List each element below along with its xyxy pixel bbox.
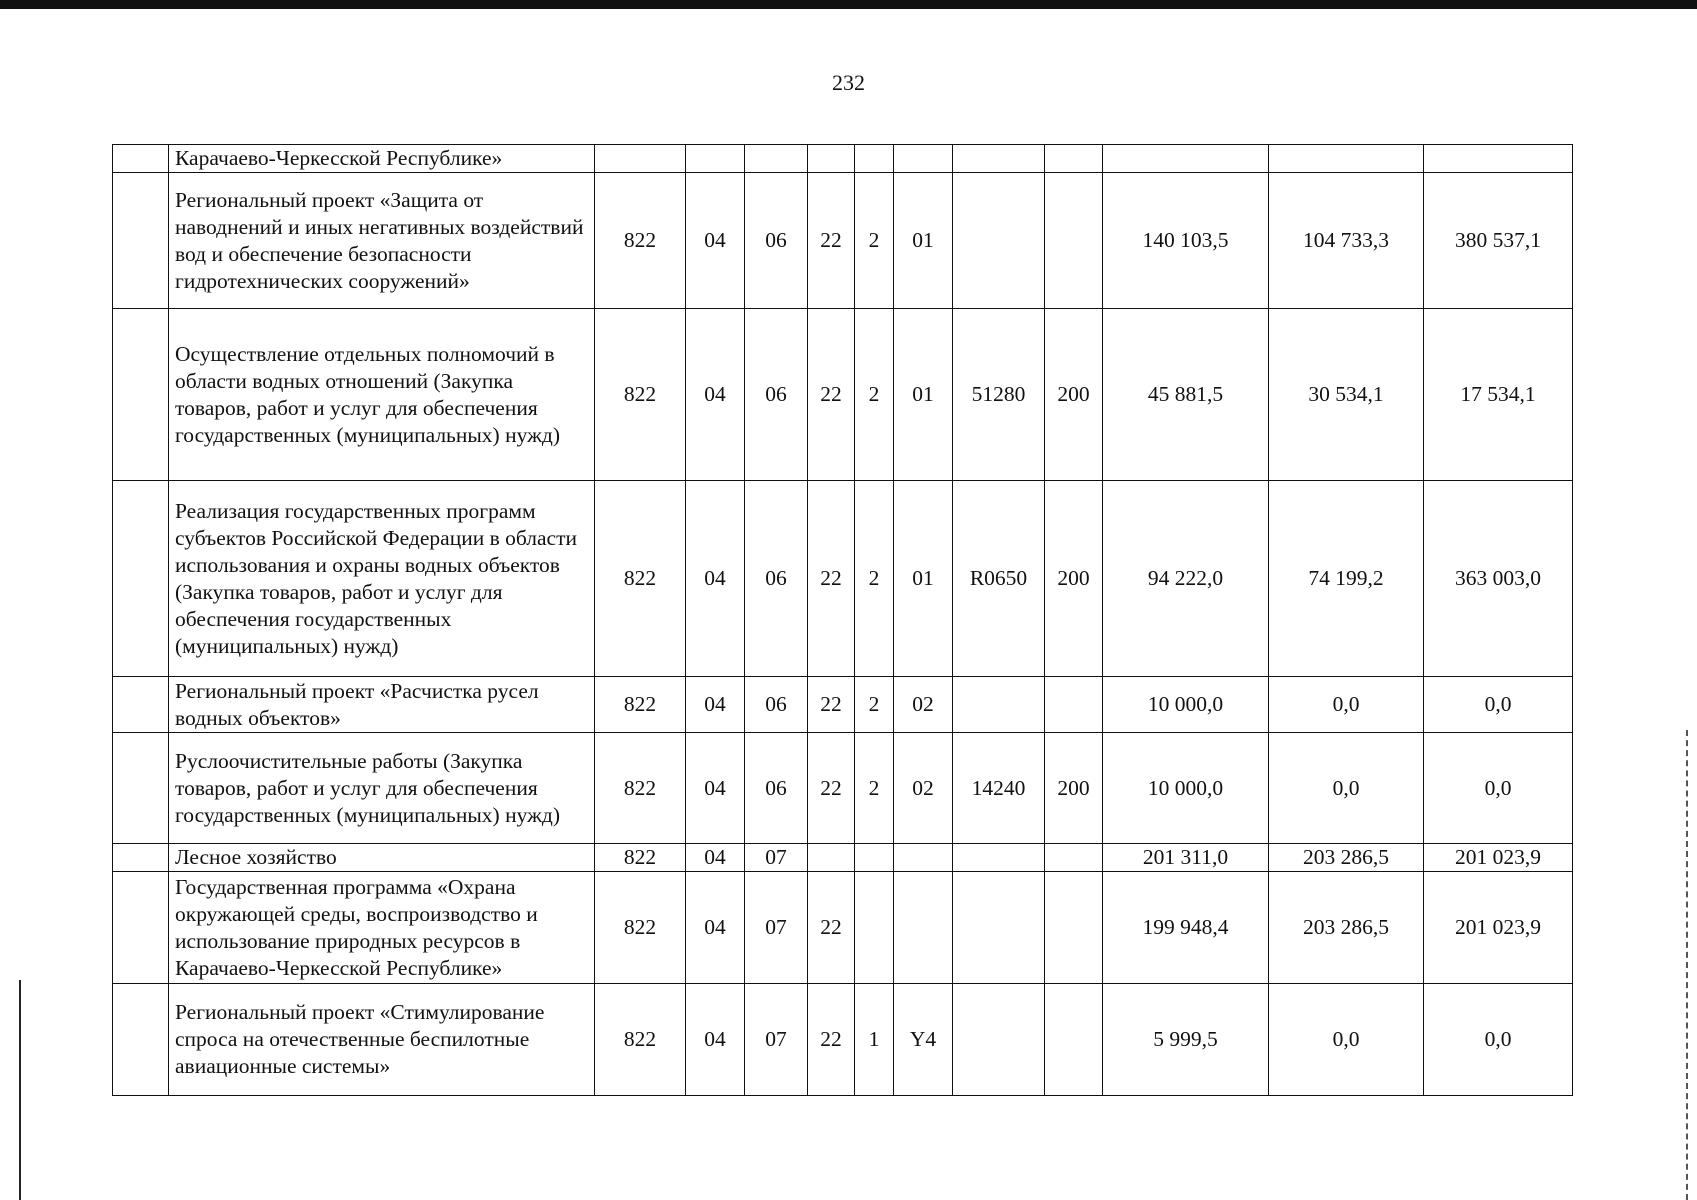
row-number-cell [113, 984, 169, 1096]
subprogram-code-cell [855, 145, 894, 173]
event-code-cell: 02 [894, 733, 953, 844]
row-number-cell [113, 145, 169, 173]
ministry-code-cell: 822 [595, 844, 686, 872]
event-code-cell: 01 [894, 173, 953, 309]
direction-code-cell [953, 173, 1045, 309]
amount-year3-cell: 201 023,9 [1424, 844, 1573, 872]
program-code-cell [808, 844, 855, 872]
subsection-code-cell: 07 [745, 872, 808, 984]
expense-type-cell: 200 [1045, 309, 1103, 481]
scan-edge-line-left [19, 980, 21, 1200]
scan-top-bar [0, 0, 1697, 9]
direction-code-cell [953, 984, 1045, 1096]
section-code-cell: 04 [686, 733, 745, 844]
program-code-cell: 22 [808, 481, 855, 677]
event-code-cell: 01 [894, 309, 953, 481]
amount-year3-cell: 201 023,9 [1424, 872, 1573, 984]
section-code-cell: 04 [686, 481, 745, 677]
direction-code-cell [953, 145, 1045, 173]
subprogram-code-cell: 1 [855, 984, 894, 1096]
row-number-cell [113, 173, 169, 309]
row-name-cell: Региональный проект «Защита от наводнений и иных негативных воздействий вод и обеспечение безопасности гидротехнических сооружений» [169, 173, 595, 309]
section-code-cell: 04 [686, 872, 745, 984]
expense-type-cell: 200 [1045, 733, 1103, 844]
amount-year1-cell: 94 222,0 [1103, 481, 1269, 677]
expense-type-cell [1045, 872, 1103, 984]
row-name-cell: Реализация государственных программ субъектов Российской Федерации в области использования и охраны водных объектов (Закупка товаров, работ и услуг для обеспечения государственных (муниципальных) нужд) [169, 481, 595, 677]
scan-edge-line-right [1686, 730, 1688, 1200]
table-row [113, 844, 1573, 872]
row-name-cell: Региональный проект «Расчистка русел водных объектов» [169, 677, 595, 733]
table-row [113, 309, 1573, 481]
row-name-cell: Лесное хозяйство [169, 844, 595, 872]
table-row [113, 677, 1573, 733]
direction-code-cell [953, 677, 1045, 733]
program-code-cell: 22 [808, 984, 855, 1096]
event-code-cell: Y4 [894, 984, 953, 1096]
subprogram-code-cell: 2 [855, 481, 894, 677]
row-name-cell: Региональный проект «Стимулирование спроса на отечественные беспилотные авиационные системы» [169, 984, 595, 1096]
ministry-code-cell: 822 [595, 872, 686, 984]
subsection-code-cell [745, 145, 808, 173]
amount-year3-cell: 17 534,1 [1424, 309, 1573, 481]
subsection-code-cell: 06 [745, 677, 808, 733]
expense-type-cell: 200 [1045, 481, 1103, 677]
amount-year1-cell: 5 999,5 [1103, 984, 1269, 1096]
row-name-cell: Руслоочистительные работы (Закупка товаров, работ и услуг для обеспечения государственных (муниципальных) нужд) [169, 733, 595, 844]
expense-type-cell [1045, 677, 1103, 733]
subsection-code-cell: 06 [745, 481, 808, 677]
amount-year3-cell: 0,0 [1424, 984, 1573, 1096]
program-code-cell: 22 [808, 733, 855, 844]
expense-type-cell [1045, 173, 1103, 309]
ministry-code-cell: 822 [595, 173, 686, 309]
subprogram-code-cell [855, 844, 894, 872]
ministry-code-cell: 822 [595, 733, 686, 844]
amount-year1-cell: 201 311,0 [1103, 844, 1269, 872]
event-code-cell: 01 [894, 481, 953, 677]
table-row [113, 481, 1573, 677]
amount-year1-cell: 199 948,4 [1103, 872, 1269, 984]
amount-year3-cell: 0,0 [1424, 677, 1573, 733]
amount-year3-cell [1424, 145, 1573, 173]
amount-year2-cell: 30 534,1 [1269, 309, 1424, 481]
table-row [113, 173, 1573, 309]
section-code-cell [686, 145, 745, 173]
amount-year1-cell [1103, 145, 1269, 173]
subprogram-code-cell: 2 [855, 309, 894, 481]
row-number-cell [113, 733, 169, 844]
event-code-cell [894, 844, 953, 872]
table-row [113, 145, 1573, 173]
page-number: 232 [832, 70, 865, 95]
amount-year2-cell [1269, 145, 1424, 173]
program-code-cell: 22 [808, 677, 855, 733]
ministry-code-cell: 822 [595, 677, 686, 733]
amount-year2-cell: 0,0 [1269, 733, 1424, 844]
row-number-cell [113, 309, 169, 481]
subprogram-code-cell [855, 872, 894, 984]
amount-year2-cell: 203 286,5 [1269, 872, 1424, 984]
ministry-code-cell: 822 [595, 481, 686, 677]
event-code-cell [894, 872, 953, 984]
amount-year2-cell: 0,0 [1269, 677, 1424, 733]
program-code-cell [808, 145, 855, 173]
row-number-cell [113, 872, 169, 984]
subsection-code-cell: 06 [745, 173, 808, 309]
event-code-cell [894, 145, 953, 173]
direction-code-cell [953, 844, 1045, 872]
row-number-cell [113, 844, 169, 872]
subsection-code-cell: 07 [745, 984, 808, 1096]
subsection-code-cell: 07 [745, 844, 808, 872]
direction-code-cell: 51280 [953, 309, 1045, 481]
event-code-cell: 02 [894, 677, 953, 733]
section-code-cell: 04 [686, 677, 745, 733]
subsection-code-cell: 06 [745, 309, 808, 481]
ministry-code-cell [595, 145, 686, 173]
table-row [113, 984, 1573, 1096]
amount-year1-cell: 45 881,5 [1103, 309, 1269, 481]
amount-year1-cell: 140 103,5 [1103, 173, 1269, 309]
amount-year3-cell: 380 537,1 [1424, 173, 1573, 309]
program-code-cell: 22 [808, 309, 855, 481]
direction-code-cell: R0650 [953, 481, 1045, 677]
subprogram-code-cell: 2 [855, 733, 894, 844]
amount-year2-cell: 0,0 [1269, 984, 1424, 1096]
amount-year3-cell: 363 003,0 [1424, 481, 1573, 677]
program-code-cell: 22 [808, 872, 855, 984]
subprogram-code-cell: 2 [855, 677, 894, 733]
subprogram-code-cell: 2 [855, 173, 894, 309]
direction-code-cell: 14240 [953, 733, 1045, 844]
row-name-cell: Осуществление отдельных полномочий в области водных отношений (Закупка товаров, работ и услуг для обеспечения государственных (муниципальных) нужд) [169, 309, 595, 481]
row-name-cell: Карачаево-Черкесской Республике» [169, 145, 595, 173]
expense-type-cell [1045, 984, 1103, 1096]
subsection-code-cell: 06 [745, 733, 808, 844]
expense-type-cell [1045, 844, 1103, 872]
program-code-cell: 22 [808, 173, 855, 309]
direction-code-cell [953, 872, 1045, 984]
row-number-cell [113, 481, 169, 677]
table-row [113, 872, 1573, 984]
amount-year2-cell: 74 199,2 [1269, 481, 1424, 677]
row-number-cell [113, 677, 169, 733]
row-name-cell: Государственная программа «Охрана окружающей среды, воспроизводство и использование природных ресурсов в Карачаево-Черкесской Республике» [169, 872, 595, 984]
section-code-cell: 04 [686, 844, 745, 872]
section-code-cell: 04 [686, 173, 745, 309]
ministry-code-cell: 822 [595, 984, 686, 1096]
budget-table [112, 144, 1573, 1096]
section-code-cell: 04 [686, 309, 745, 481]
amount-year2-cell: 104 733,3 [1269, 173, 1424, 309]
section-code-cell: 04 [686, 984, 745, 1096]
table-row [113, 733, 1573, 844]
amount-year1-cell: 10 000,0 [1103, 677, 1269, 733]
amount-year1-cell: 10 000,0 [1103, 733, 1269, 844]
expense-type-cell [1045, 145, 1103, 173]
amount-year2-cell: 203 286,5 [1269, 844, 1424, 872]
amount-year3-cell: 0,0 [1424, 733, 1573, 844]
ministry-code-cell: 822 [595, 309, 686, 481]
